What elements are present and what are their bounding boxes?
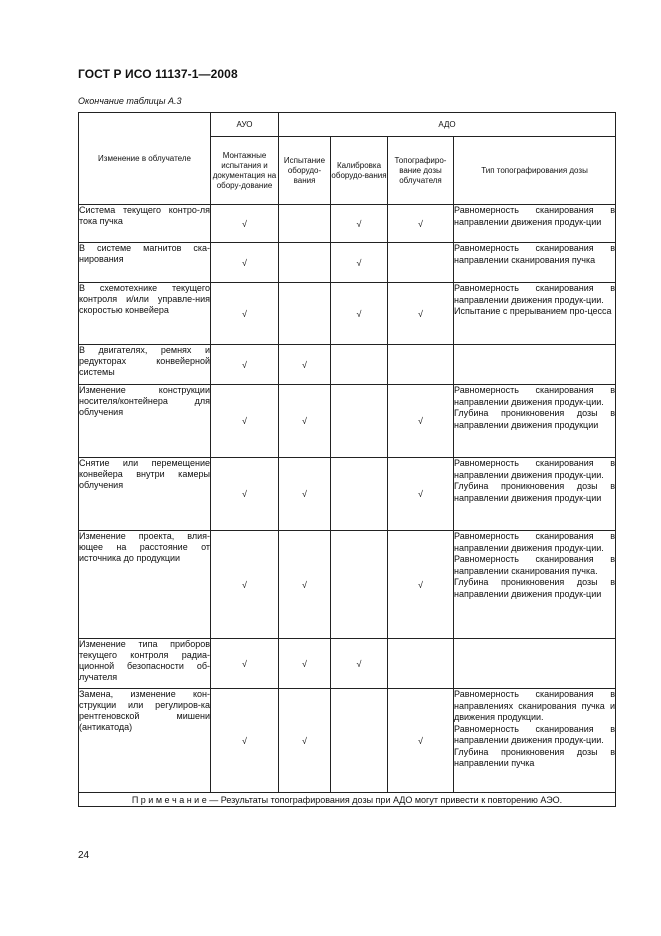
change-cell: Изменение проекта, влия-ющее на расстояние от источника до продукции	[79, 531, 211, 639]
calibration-mark-cell: √	[331, 243, 388, 283]
mounting-mark-cell: √	[211, 205, 279, 243]
calibration-mark-cell	[331, 458, 388, 531]
mounting-mark-cell: √	[211, 385, 279, 458]
calibration-mark-cell: √	[331, 205, 388, 243]
change-cell: Система текущего контро-ля тока пучка	[79, 205, 211, 243]
dose-mapping-mark-cell: √	[388, 689, 454, 793]
equipment-test-mark-cell: √	[279, 639, 331, 689]
table-row	[79, 639, 616, 689]
calibration-mark-cell	[331, 689, 388, 793]
column-header-change: Изменение в облучателе	[79, 113, 211, 205]
equipment-test-mark-cell: √	[279, 385, 331, 458]
mounting-mark-cell: √	[211, 283, 279, 345]
mapping-type-line: Равномерность сканирования в направлении движения продук-ции	[454, 205, 615, 227]
equipment-test-mark-cell: √	[279, 345, 331, 385]
dose-mapping-mark-cell: √	[388, 205, 454, 243]
mapping-type-cell	[454, 689, 616, 793]
column-group-ado: АДО	[279, 113, 616, 137]
dose-mapping-mark-cell: √	[388, 531, 454, 639]
mapping-type-line: Глубина проникновения дозы в направлении движения продук-ции	[454, 577, 615, 599]
requirements-table	[78, 112, 616, 807]
mapping-type-line: Равномерность сканирования в направлении движения продук-ции.	[454, 385, 615, 407]
change-cell: В двигателях, ремнях и редукторах конвейерной системы	[79, 345, 211, 385]
mapping-type-line: Равномерность сканирования в направлении движения продук-ции.	[454, 723, 615, 745]
change-cell: Снятие или перемещение конвейера внутри камеры облучения	[79, 458, 211, 531]
dose-mapping-mark-cell: √	[388, 458, 454, 531]
mapping-type-line: Глубина проникновения дозы в направлении движения продук-ции	[454, 481, 615, 503]
table-row	[79, 385, 616, 458]
mounting-mark-cell: √	[211, 689, 279, 793]
mapping-type-line: Глубина проникновения дозы в направлении движения продукции	[454, 408, 615, 430]
dose-mapping-mark-cell	[388, 639, 454, 689]
mapping-type-cell	[454, 531, 616, 639]
mounting-mark-cell: √	[211, 243, 279, 283]
column-header-equipment-test: Испытание оборудо-вания	[279, 137, 331, 205]
table-caption: Окончание таблицы А.3	[78, 96, 182, 106]
change-cell: В системе магнитов ска-нирования	[79, 243, 211, 283]
equipment-test-mark-cell: √	[279, 531, 331, 639]
column-header-mapping-type: Тип топографирования дозы	[454, 137, 616, 205]
mapping-type-line: Равномерность сканирования в направлении сканирования пучка	[454, 243, 615, 265]
change-cell: Замена, изменение кон-струкции или регулиров-ка рентгеновской мишени (антикатода)	[79, 689, 211, 793]
column-group-ayo: АУО	[211, 113, 279, 137]
mapping-type-line: Испытание с прерыванием про-цесса	[454, 306, 612, 316]
calibration-mark-cell	[331, 385, 388, 458]
dose-mapping-mark-cell: √	[388, 283, 454, 345]
mounting-mark-cell: √	[211, 531, 279, 639]
equipment-test-mark-cell: √	[279, 458, 331, 531]
table-row	[79, 458, 616, 531]
equipment-test-mark-cell	[279, 283, 331, 345]
mounting-mark-cell: √	[211, 639, 279, 689]
mapping-type-line: Равномерность сканирования в направлениях сканирования пучка и движения продукции.	[454, 689, 615, 722]
calibration-mark-cell: √	[331, 639, 388, 689]
column-header-calibration: Калибровка оборудо-вания	[331, 137, 388, 205]
mapping-type-line: Глубина проникновения дозы в направлении пучка	[454, 746, 615, 768]
mounting-mark-cell: √	[211, 345, 279, 385]
mounting-mark-cell: √	[211, 458, 279, 531]
column-header-dose-mapping: Топографиро-вание дозы облучателя	[388, 137, 454, 205]
equipment-test-mark-cell	[279, 205, 331, 243]
table-row	[79, 689, 616, 793]
dose-mapping-mark-cell	[388, 243, 454, 283]
mapping-type-cell	[454, 458, 616, 531]
page-number: 24	[78, 850, 90, 861]
dose-mapping-mark-cell: √	[388, 385, 454, 458]
table-row	[79, 531, 616, 639]
mapping-type-line: Равномерность сканирования в направлении сканирования пучка.	[454, 554, 615, 576]
equipment-test-mark-cell: √	[279, 689, 331, 793]
mapping-type-cell	[454, 385, 616, 458]
table-row	[79, 243, 616, 283]
dose-mapping-mark-cell	[388, 345, 454, 385]
calibration-mark-cell	[331, 531, 388, 639]
change-cell: В схемотехнике текущего контроля и/или управле-ния скоростью конвейера	[79, 283, 211, 345]
mapping-type-line: Равномерность сканирования в направлении движения продук-ции.	[454, 283, 615, 305]
mapping-type-cell	[454, 205, 616, 243]
mapping-type-cell	[454, 283, 616, 345]
table-note: П р и м е ч а н и е — Результаты топографирования дозы при АДО могут привести к повторению АЭО.	[79, 793, 616, 807]
mapping-type-line: Равномерность сканирования в направлении движения продук-ции.	[454, 458, 615, 480]
column-header-mounting: Монтажные испытания и документация на обору-дование	[211, 137, 279, 205]
document-header: ГОСТ Р ИСО 11137-1—2008	[78, 67, 238, 81]
mapping-type-cell	[454, 345, 616, 385]
calibration-mark-cell: √	[331, 283, 388, 345]
table-row	[79, 345, 616, 385]
change-cell: Изменение конструкции носителя/контейнера для облучения	[79, 385, 211, 458]
calibration-mark-cell	[331, 345, 388, 385]
equipment-test-mark-cell	[279, 243, 331, 283]
change-cell: Изменение типа приборов текущего контроля радиа-ционной безопасности об-лучателя	[79, 639, 211, 689]
mapping-type-cell	[454, 243, 616, 283]
mapping-type-line: Равномерность сканирования в направлении движения продук-ции.	[454, 531, 615, 553]
table-row	[79, 205, 616, 243]
mapping-type-cell	[454, 639, 616, 689]
table-row	[79, 283, 616, 345]
